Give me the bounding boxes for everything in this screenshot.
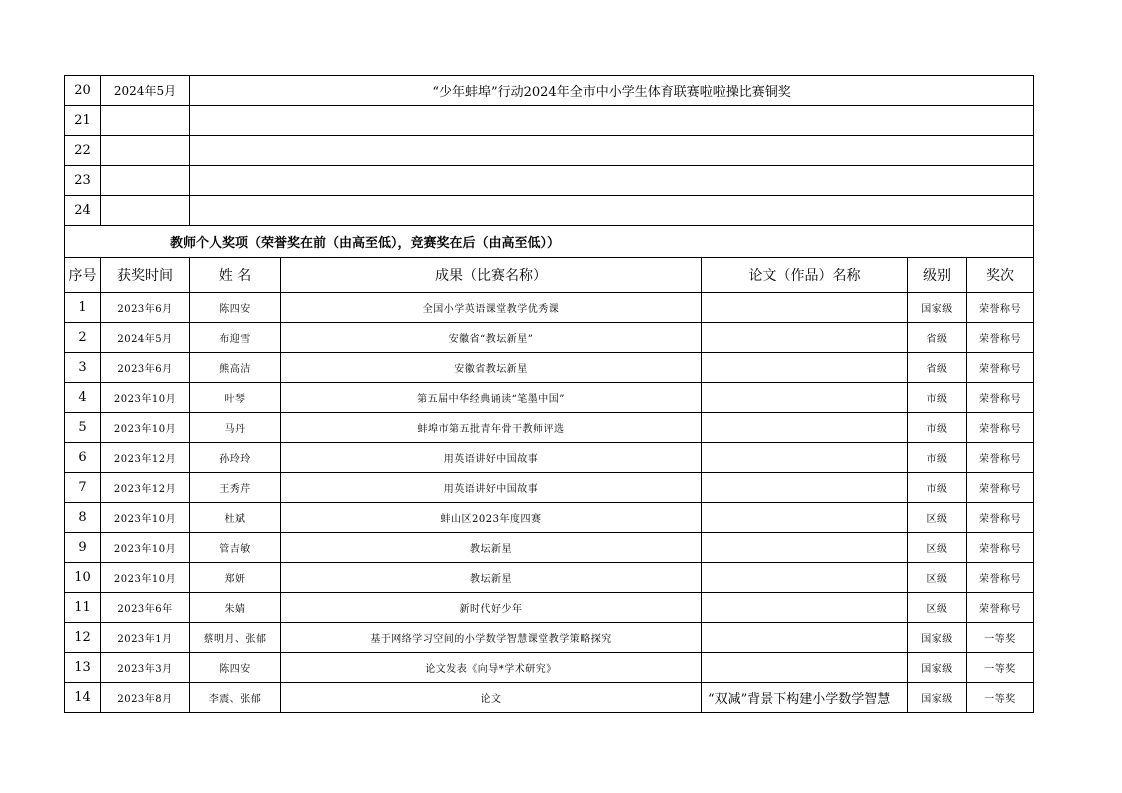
award-level: 区级 (908, 533, 967, 563)
teacher-name: 陈四安 (190, 293, 281, 323)
teacher-name: 管吉敏 (190, 533, 281, 563)
teacher-name: 杜斌 (190, 503, 281, 533)
row-number: 9 (65, 533, 101, 563)
teacher-name: 郑妍 (190, 563, 281, 593)
award-date: 2023年10月 (101, 413, 190, 443)
award-date: 2023年3月 (101, 653, 190, 683)
result-name: 新时代好少年 (281, 593, 702, 623)
header-level: 级别 (908, 258, 967, 293)
row-number: 5 (65, 413, 101, 443)
award-date (101, 196, 190, 226)
award-level: 区级 (908, 593, 967, 623)
result-name: 教坛新星 (281, 533, 702, 563)
award-date: 2023年12月 (101, 473, 190, 503)
award-level: 市级 (908, 413, 967, 443)
teacher-name: 朱婧 (190, 593, 281, 623)
achievement-cell (190, 166, 1034, 196)
row-number: 7 (65, 473, 101, 503)
header-num: 序号 (65, 258, 101, 293)
row-number: 8 (65, 503, 101, 533)
result-name: 用英语讲好中国故事 (281, 443, 702, 473)
row-number: 20 (65, 76, 101, 106)
table-row (65, 653, 1034, 683)
award-date (101, 106, 190, 136)
result-name: 教坛新星 (281, 563, 702, 593)
table-row (65, 323, 1034, 353)
award-grade: 荣誉称号 (967, 443, 1034, 473)
table-row (65, 293, 1034, 323)
paper-name (702, 353, 908, 383)
award-grade: 一等奖 (967, 623, 1034, 653)
row-number: 22 (65, 136, 101, 166)
table-row (65, 413, 1034, 443)
teacher-name: 熊高洁 (190, 353, 281, 383)
award-date: 2024年5月 (101, 323, 190, 353)
row-number: 21 (65, 106, 101, 136)
row-number: 23 (65, 166, 101, 196)
achievement-cell (190, 136, 1034, 166)
paper-name (702, 413, 908, 443)
teacher-name: 马丹 (190, 413, 281, 443)
row-number: 11 (65, 593, 101, 623)
award-date (101, 136, 190, 166)
row-number: 14 (65, 683, 101, 713)
award-level: 国家级 (908, 683, 967, 713)
paper-name (702, 503, 908, 533)
table-row (65, 473, 1034, 503)
result-name: 全国小学英语课堂教学优秀课 (281, 293, 702, 323)
teacher-name: 布迎雪 (190, 323, 281, 353)
table-row (65, 533, 1034, 563)
award-level: 省级 (908, 353, 967, 383)
teacher-name: 叶琴 (190, 383, 281, 413)
table-row (65, 443, 1034, 473)
table-row (65, 593, 1034, 623)
award-date: 2023年6月 (101, 353, 190, 383)
award-level: 国家级 (908, 653, 967, 683)
award-grade: 荣誉称号 (967, 323, 1034, 353)
achievement-cell (190, 196, 1034, 226)
award-date: 2023年10月 (101, 503, 190, 533)
header-award: 奖次 (967, 258, 1034, 293)
header-date: 获奖时间 (101, 258, 190, 293)
header-paper: 论文（作品）名称 (702, 258, 908, 293)
paper-name (702, 623, 908, 653)
award-date: 2023年1月 (101, 623, 190, 653)
table-row (65, 623, 1034, 653)
award-date: 2023年6月 (101, 293, 190, 323)
table-row (65, 166, 1034, 196)
award-level: 市级 (908, 443, 967, 473)
table-row (65, 106, 1034, 136)
paper-name (702, 383, 908, 413)
teacher-name: 蔡明月、张郁 (190, 623, 281, 653)
row-number: 6 (65, 443, 101, 473)
result-name: 论文发表《向导*学术研究》 (281, 653, 702, 683)
result-name: 论文 (281, 683, 702, 713)
header-row (65, 258, 1034, 293)
result-name: 安徽省“教坛新星” (281, 323, 702, 353)
row-number: 4 (65, 383, 101, 413)
paper-name (702, 533, 908, 563)
result-name: 用英语讲好中国故事 (281, 473, 702, 503)
award-level: 市级 (908, 473, 967, 503)
award-date: 2023年6年 (101, 593, 190, 623)
teacher-name: 孙玲玲 (190, 443, 281, 473)
award-grade: 荣誉称号 (967, 473, 1034, 503)
teacher-name: 王秀芹 (190, 473, 281, 503)
award-date (101, 166, 190, 196)
table-row (65, 196, 1034, 226)
teacher-name: 陈四安 (190, 653, 281, 683)
section-title-row (65, 226, 1034, 258)
result-name: 蚌山区2023年度四赛 (281, 503, 702, 533)
award-date: 2023年10月 (101, 563, 190, 593)
row-number: 2 (65, 323, 101, 353)
award-grade: 荣誉称号 (967, 353, 1034, 383)
award-grade: 荣誉称号 (967, 413, 1034, 443)
awards-table (64, 75, 1034, 713)
paper-name (702, 293, 908, 323)
row-number: 10 (65, 563, 101, 593)
teacher-name: 李震、张郁 (190, 683, 281, 713)
result-name: 蚌埠市第五批青年骨干教师评选 (281, 413, 702, 443)
paper-name (702, 653, 908, 683)
row-number: 3 (65, 353, 101, 383)
result-name: 安徽省教坛新星 (281, 353, 702, 383)
paper-name: “双减”背景下构建小学数学智慧 (702, 683, 908, 713)
result-name: 基于网络学习空间的小学数学智慧课堂教学策略探究 (281, 623, 702, 653)
award-level: 区级 (908, 563, 967, 593)
award-grade: 荣誉称号 (967, 533, 1034, 563)
paper-name (702, 563, 908, 593)
paper-name (702, 323, 908, 353)
award-date: 2024年5月 (101, 76, 190, 106)
award-grade: 荣誉称号 (967, 563, 1034, 593)
award-grade: 荣誉称号 (967, 593, 1034, 623)
award-level: 省级 (908, 323, 967, 353)
award-level: 区级 (908, 503, 967, 533)
award-date: 2023年10月 (101, 533, 190, 563)
paper-name (702, 593, 908, 623)
award-grade: 一等奖 (967, 653, 1034, 683)
header-name: 姓 名 (190, 258, 281, 293)
result-name: 第五届中华经典诵读“笔墨中国” (281, 383, 702, 413)
row-number: 12 (65, 623, 101, 653)
achievement-cell (190, 106, 1034, 136)
row-number: 24 (65, 196, 101, 226)
section-title: 教师个人奖项（荣誉奖在前（由高至低），竞赛奖在后（由高至低）） (65, 226, 1034, 258)
award-date: 2023年10月 (101, 383, 190, 413)
award-level: 国家级 (908, 293, 967, 323)
achievement-cell: “少年蚌埠”行动2024年全市中小学生体育联赛啦啦操比赛铜奖 (190, 76, 1034, 106)
award-level: 国家级 (908, 623, 967, 653)
table-row (65, 383, 1034, 413)
award-grade: 荣誉称号 (967, 293, 1034, 323)
table-row (65, 503, 1034, 533)
award-grade: 荣誉称号 (967, 503, 1034, 533)
row-number: 13 (65, 653, 101, 683)
paper-name (702, 473, 908, 503)
award-grade: 一等奖 (967, 683, 1034, 713)
header-result: 成果（比赛名称） (281, 258, 702, 293)
paper-name (702, 443, 908, 473)
row-number: 1 (65, 293, 101, 323)
award-date: 2023年8月 (101, 683, 190, 713)
table-row (65, 76, 1034, 106)
table-row (65, 353, 1034, 383)
award-date: 2023年12月 (101, 443, 190, 473)
award-level: 市级 (908, 383, 967, 413)
table-row (65, 563, 1034, 593)
table-row (65, 683, 1034, 713)
table-row (65, 136, 1034, 166)
award-grade: 荣誉称号 (967, 383, 1034, 413)
